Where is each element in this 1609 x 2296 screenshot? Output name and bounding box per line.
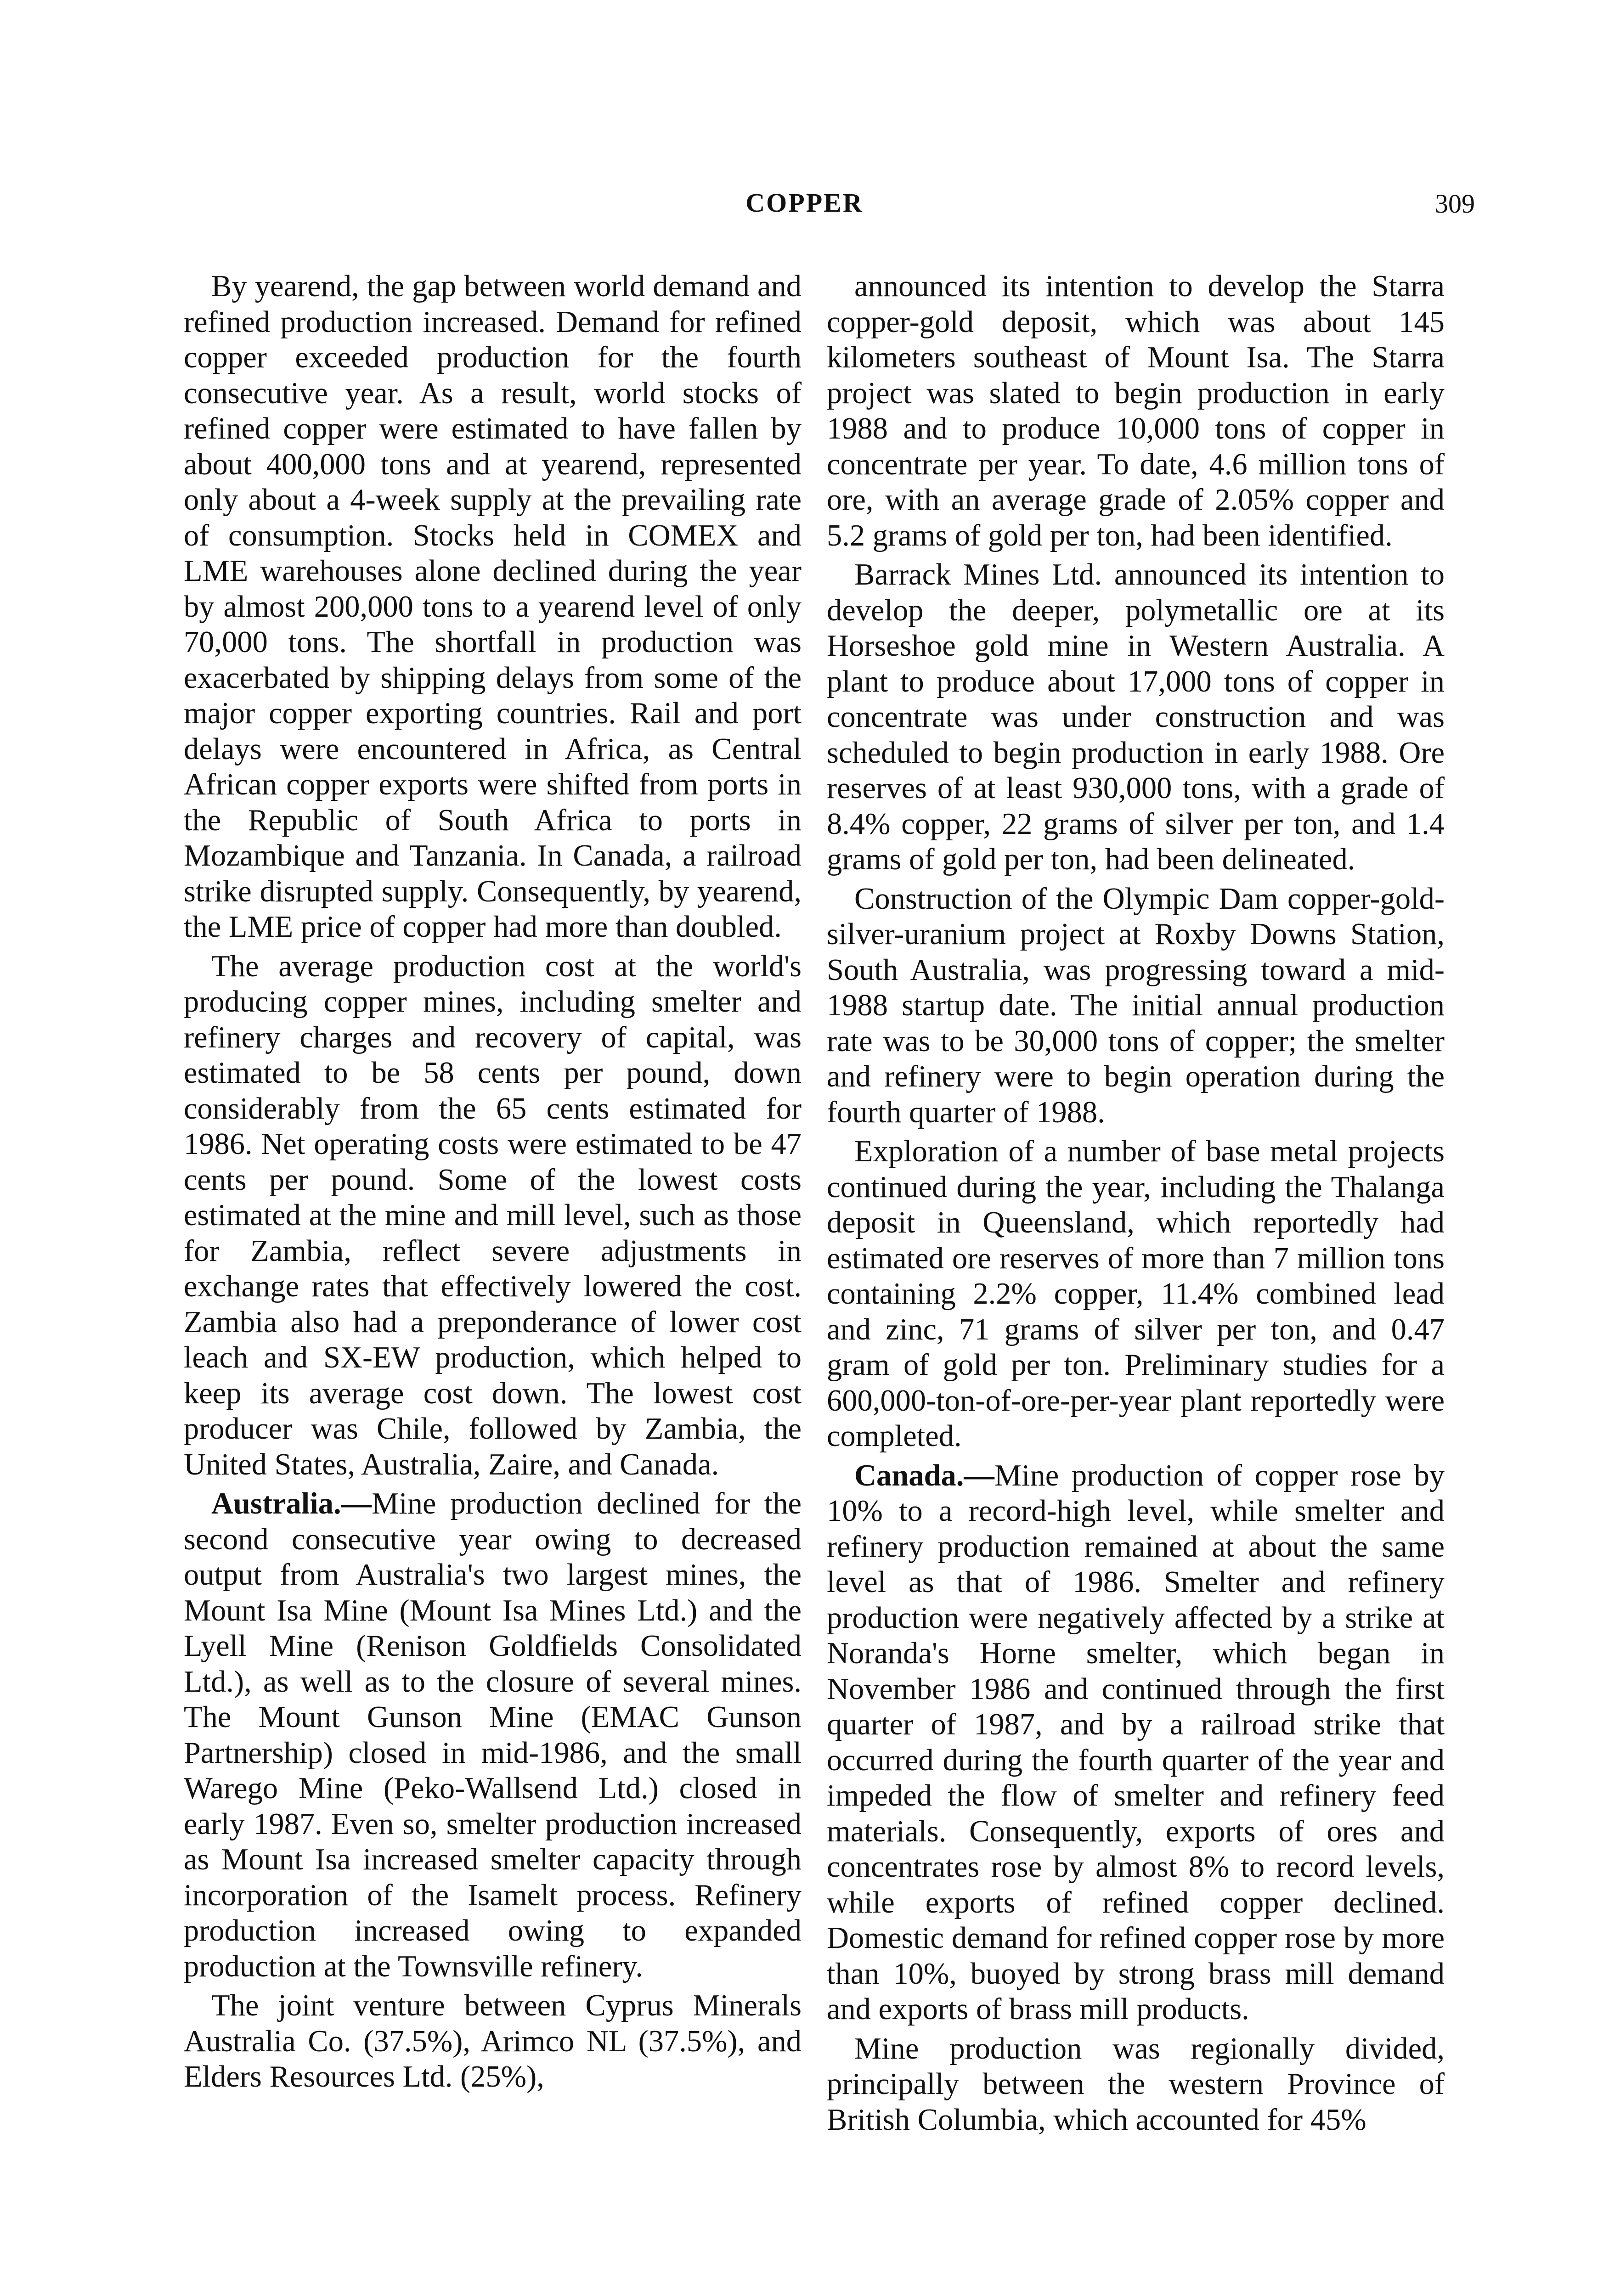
paragraph-starra: announced its intention to develop the Starra copper-gold deposit, which was about 145 kilometers southeast of Mount Isa. The Starra project was slated to begin production in early 1988 and to produce 10,000 tons of copper in concentrate per year. To date, 4.6 million tons of ore, with an average grade of 2.05% copper and 5.2 grams of gold per ton, had been identified. <box>827 270 1445 552</box>
paragraph-australia-text: Mine production declined for the second consecutive year owing to decreased output from Australia's two largest mines, the Mount Isa Mine (Mount Isa Mines Ltd.) and the Lyell Mine (Renison Goldfields Consolidated Ltd.), as well as to the closure of several mines. The Mount Gunson Mine (EMAC Gunson Partnership) closed in mid-1986, and the small Warego Mine (Peko-Wallsend Ltd.) closed in early 1987. Even so, smelter production increased as Mount Isa increased smelter capacity through incorporation of the Isamelt process. Refinery production increased owing to expanded production at the Townsville refinery. <box>184 1487 802 1983</box>
paragraph-australia <box>184 1486 802 1984</box>
running-title: COPPER <box>745 188 864 218</box>
page-header <box>0 187 1609 224</box>
paragraph-canada <box>827 1458 1445 2027</box>
paragraph-joint-venture: The joint venture between Cyprus Minerals Australia Co. (37.5%), Arimco NL (37.5%), and Elders Resources Ltd. (25%), <box>184 1989 802 2093</box>
paragraph-canada-text: Mine production of copper rose by 10% to a record-high level, while smelter and refinery production remained at about the same level as that of 1986. Smelter and refinery production were negatively affected by a strike at Noranda's Horne smelter, which began in November 1986 and continued through the first quarter of 1987, and by a railroad strike that occurred during the fourth quarter of the year and impeded the flow of smelter and refinery feed materials. Consequently, exports of ores and concentrates rose by almost 8% to record levels, while exports of refined copper declined. Domestic demand for refined copper rose by more than 10%, buoyed by strong brass mill demand and exports of brass mill products. <box>827 1458 1445 2026</box>
paragraph-olympic-dam: Construction of the Olympic Dam copper-gold-silver-uranium project at Roxby Downs Station, South Australia, was progressing toward a mid-1988 startup date. The initial annual production rate was to be 30,000 tons of copper; the smelter and refinery were to begin operation during the fourth quarter of 1988. <box>827 882 1445 1129</box>
paragraph-world-stocks: By yearend, the gap between world demand and refined production increased. Demand for refined copper exceeded production for the fourth consecutive year. As a result, world stocks of refined copper were estimated to have fallen by about 400,000 tons and at yearend, represented only about a 4-week supply at the prevailing rate of consumption. Stocks held in COMEX and LME warehouses alone declined during the year by almost 200,000 tons to a yearend level of only 70,000 tons. The shortfall in production was exacerbated by shipping delays from some of the major copper exporting countries. Rail and port delays were encountered in Africa, as Central African copper exports were shifted from ports in the Republic of South Africa to ports in Mozambique and Tanzania. In Canada, a railroad strike disrupted supply. Consequently, by yearend, the LME price of copper had more than doubled. <box>184 270 802 944</box>
paragraph-barrack-mines: Barrack Mines Ltd. announced its intention to develop the deeper, polymetallic ore at its Horseshoe gold mine in Western Australia. A plant to produce about 17,000 tons of copper in concentrate was under construction and was scheduled to begin production in early 1988. Ore reserves of at least 930,000 tons, with a grade of 8.4% copper, 22 grams of silver per ton, and 1.4 grams of gold per ton, had been delineated. <box>827 558 1445 876</box>
paragraph-exploration: Exploration of a number of base metal projects continued during the year, including the Thalanga deposit in Queensland, which reportedly had estimated ore reserves of more than 7 million tons containing 2.2% copper, 11.4% combined lead and zinc, 71 grams of silver per ton, and 0.47 gram of gold per ton. Preliminary studies for a 600,000-ton-of-ore-per-year plant reportedly were completed. <box>827 1135 1445 1453</box>
left-column <box>184 269 802 2099</box>
page-number: 309 <box>1435 189 1475 219</box>
paragraph-production-cost: The average production cost at the world's producing copper mines, including smelter and refinery charges and recovery of capital, was estimated to be 58 cents per pound, down considerably from the 65 cents estimated for 1986. Net operating costs were estimated to be 47 cents per pound. Some of the lowest costs estimated at the mine and mill level, such as those for Zambia, reflect severe adjustments in exchange rates that effectively lowered the cost. Zambia also had a preponderance of lower cost leach and SX-EW production, which helped to keep its average cost down. The lowest cost producer was Chile, followed by Zambia, the United States, Australia, Zaire, and Canada. <box>184 949 802 1481</box>
paragraph-regional-production: Mine production was regionally divided, principally between the western Province of British Columbia, which accounted for 45% <box>827 2032 1445 2137</box>
right-column <box>827 269 1445 2141</box>
section-heading-australia: Australia.— <box>211 1487 372 1520</box>
section-heading-canada: Canada.— <box>854 1458 994 1492</box>
